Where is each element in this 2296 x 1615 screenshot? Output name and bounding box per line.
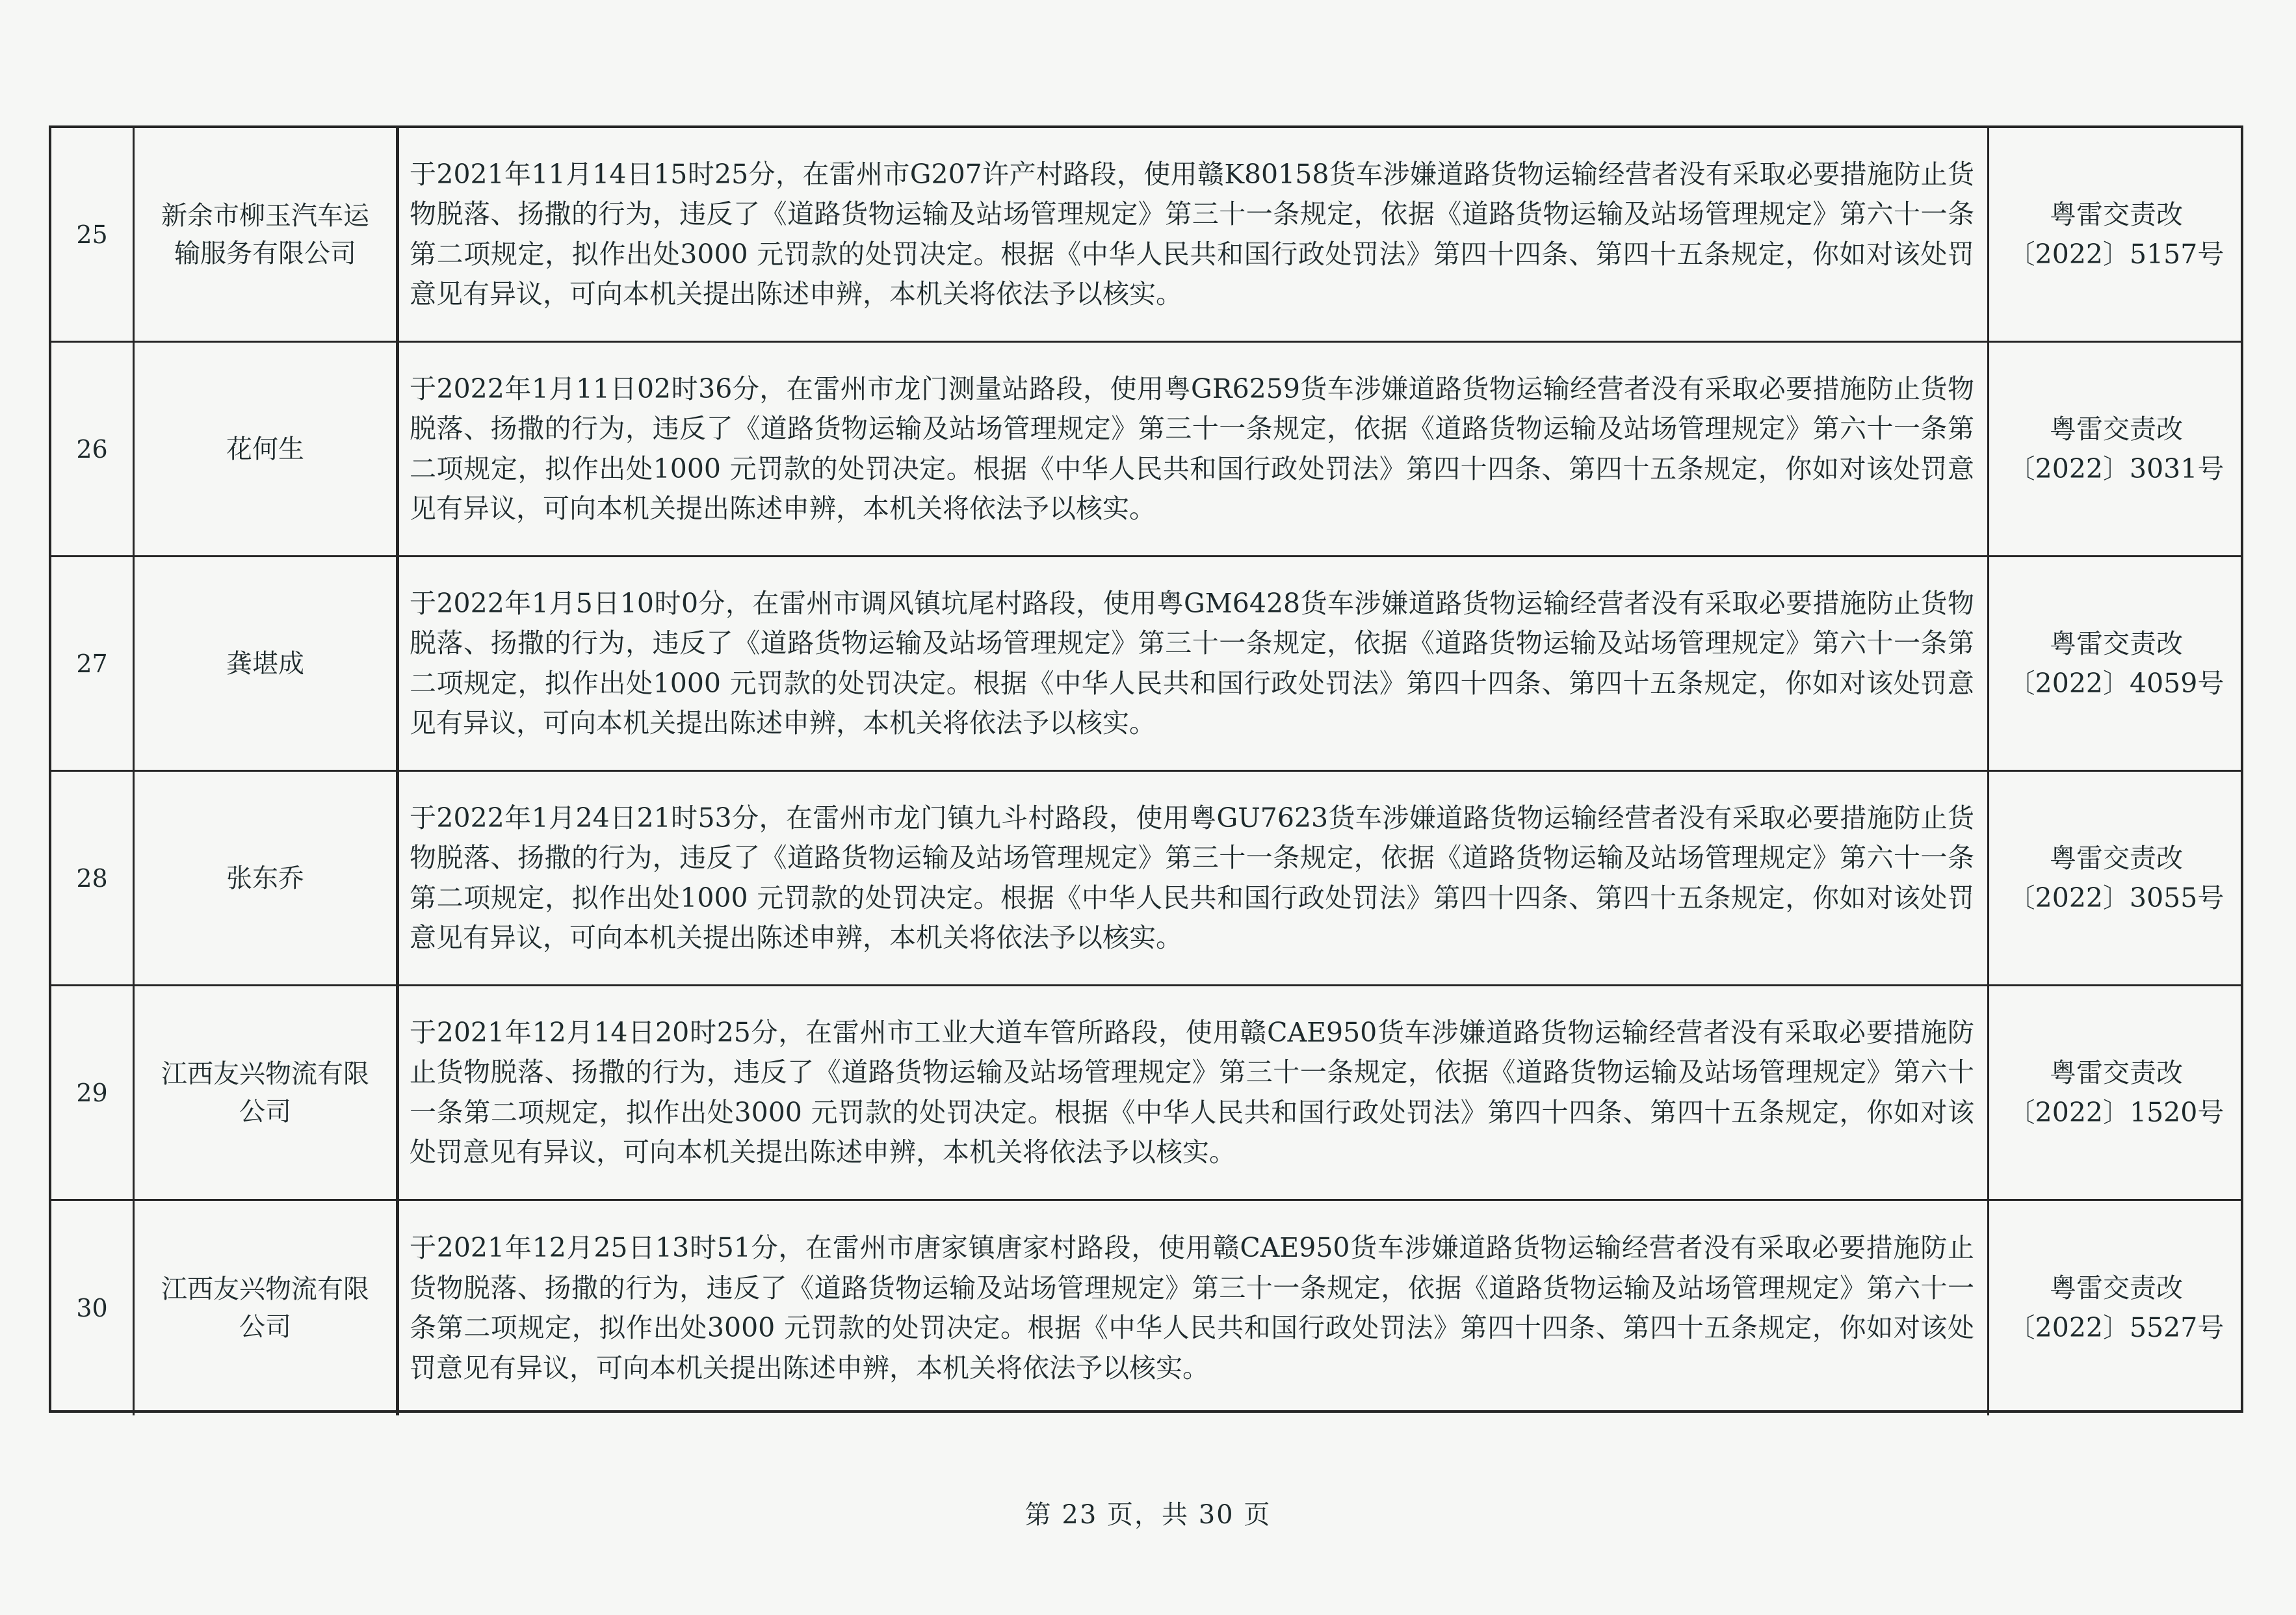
document-number	[1987, 772, 2243, 984]
table-row	[51, 343, 2241, 557]
row-number: 30	[76, 1294, 108, 1322]
penalty-table	[49, 125, 2243, 1413]
table-row	[51, 986, 2241, 1201]
violation-description: 于2022年1月5日10时0分，在雷州市调风镇坑尾村路段，使用粤GM6428货车涉嫌道路货物运输经营者没有采取必要措施防止货物脱落、扬撒的行为，违反了《道路货物运输及站场管理规定》第三十一条规定，依据《道路货物运输及站场管理规定》第六十一条第二项规定，拟作出处1000 元罚款的处罚决定。根据《中华人民共和国行政处罚法》第四十四条、第四十五条规定，你如对该处罚意见有异议，可向本机关提出陈述申辨，本机关将依法予以核实。	[410, 587, 1974, 739]
document-number	[1987, 557, 2243, 770]
document-number-prefix: 粤雷交责改	[2050, 842, 2183, 874]
violation-description: 于2021年12月25日13时51分，在雷州市唐家镇唐家村路段，使用赣CAE950货车涉嫌道路货物运输经营者没有采取必要措施防止货物脱落、扬撒的行为，违反了《道路货物运输及站场管理规定》第三十一条规定，依据《道路货物运输及站场管理规定》第六十一条第二项规定，拟作出处3000 元罚款的处罚决定。根据《中华人民共和国行政处罚法》第四十四条、第四十五条规定，你如对该处罚意见有异议，可向本机关提出陈述申辨，本机关将依法予以核实。	[410, 1232, 1974, 1384]
party-name: 新余市柳玉汽车运输服务有限公司	[161, 200, 369, 269]
violation-description: 于2021年11月14日15时25分，在雷州市G207许产村路段，使用赣K80158货车涉嫌道路货物运输经营者没有采取必要措施防止货物脱落、扬撒的行为，违反了《道路货物运输及站场管理规定》第三十一条规定，依据《道路货物运输及站场管理规定》第六十一条第二项规定，拟作出处3000 元罚款的处罚决定。根据《中华人民共和国行政处罚法》第四十四条、第四十五条规定，你如对该处罚意见有异议，可向本机关提出陈述申辨，本机关将依法予以核实。	[410, 158, 1974, 309]
party-name: 龚堪成	[226, 648, 304, 679]
document-number-code: 〔2022〕3055号	[2008, 882, 2224, 913]
page-number: 第 23 页，共 30 页	[1024, 1500, 1272, 1530]
document-number-code: 〔2022〕5527号	[2008, 1312, 2224, 1343]
document-number-code: 〔2022〕1520号	[2008, 1096, 2224, 1128]
table-row	[51, 1201, 2241, 1415]
document-number-prefix: 粤雷交责改	[2050, 198, 2183, 230]
document-number	[1987, 1201, 2243, 1415]
document-number-prefix: 粤雷交责改	[2050, 413, 2183, 445]
document-number-code: 〔2022〕5157号	[2008, 238, 2224, 270]
violation-description: 于2022年1月24日21时53分，在雷州市龙门镇九斗村路段，使用粤GU7623货车涉嫌道路货物运输经营者没有采取必要措施防止货物脱落、扬撒的行为，违反了《道路货物运输及站场管理规定》第三十一条规定，依据《道路货物运输及站场管理规定》第六十一条第二项规定，拟作出处1000 元罚款的处罚决定。根据《中华人民共和国行政处罚法》第四十四条、第四十五条规定，你如对该处罚意见有异议，可向本机关提出陈述申辨，本机关将依法予以核实。	[410, 802, 1974, 953]
document-number-code: 〔2022〕3031号	[2008, 453, 2224, 484]
document-number-prefix: 粤雷交责改	[2050, 1272, 2183, 1304]
table-row	[51, 128, 2241, 343]
document-number	[1987, 343, 2243, 555]
party-name: 江西友兴物流有限公司	[161, 1058, 369, 1127]
table-row	[51, 772, 2241, 986]
document-number-prefix: 粤雷交责改	[2050, 1057, 2183, 1088]
row-number: 27	[76, 649, 108, 678]
document-number	[1987, 128, 2243, 341]
party-name: 花何生	[226, 434, 304, 464]
table-row	[51, 557, 2241, 772]
party-name: 江西友兴物流有限公司	[161, 1274, 369, 1342]
violation-description: 于2022年1月11日02时36分，在雷州市龙门测量站路段，使用粤GR6259货车涉嫌道路货物运输经营者没有采取必要措施防止货物脱落、扬撒的行为，违反了《道路货物运输及站场管理规定》第三十一条规定，依据《道路货物运输及站场管理规定》第六十一条第二项规定，拟作出处1000 元罚款的处罚决定。根据《中华人民共和国行政处罚法》第四十四条、第四十五条规定，你如对该处罚意见有异议，可向本机关提出陈述申辨，本机关将依法予以核实。	[410, 373, 1974, 524]
party-name: 张东乔	[226, 863, 304, 893]
document-number-code: 〔2022〕4059号	[2008, 667, 2224, 699]
row-number: 28	[76, 863, 108, 893]
row-number: 26	[76, 434, 108, 464]
document-number-prefix: 粤雷交责改	[2050, 627, 2183, 659]
row-number: 29	[76, 1078, 108, 1107]
row-number: 25	[76, 220, 108, 249]
document-number	[1987, 986, 2243, 1199]
violation-description: 于2021年12月14日20时25分，在雷州市工业大道车管所路段，使用赣CAE950货车涉嫌道路货物运输经营者没有采取必要措施防止货物脱落、扬撒的行为，违反了《道路货物运输及站场管理规定》第三十一条规定，依据《道路货物运输及站场管理规定》第六十一条第二项规定，拟作出处3000 元罚款的处罚决定。根据《中华人民共和国行政处罚法》第四十四条、第四十五条规定，你如对该处罚意见有异议，可向本机关提出陈述申辨，本机关将依法予以核实。	[410, 1016, 1974, 1168]
